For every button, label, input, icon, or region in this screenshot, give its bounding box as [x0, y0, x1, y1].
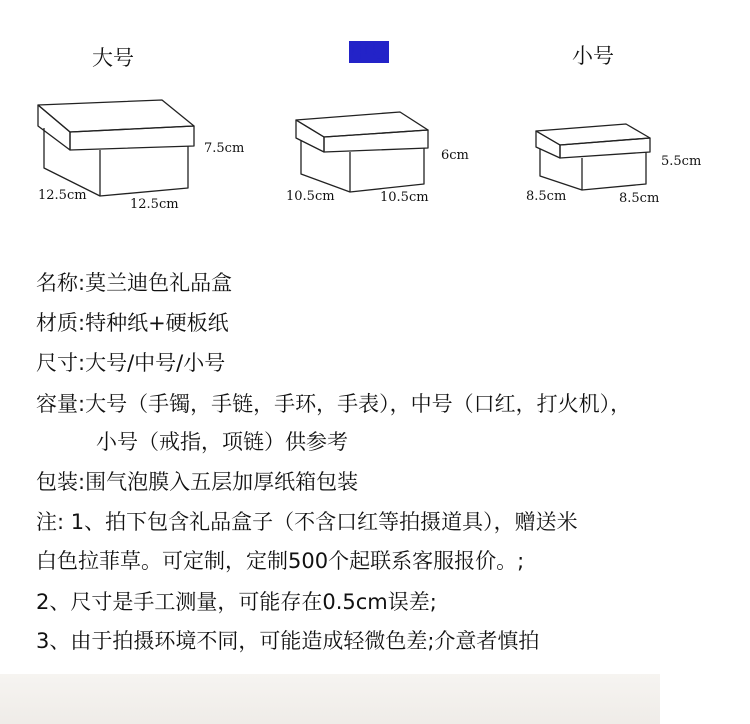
small-box-drawing [536, 124, 650, 190]
spec-material: 材质:特种纸+硬板纸 [36, 311, 229, 335]
medium-width-right-label: 10.5cm [380, 190, 429, 205]
note-2: 2、尺寸是手工测量，可能存在0.5cm误差; [36, 590, 437, 614]
note-3: 3、由于拍摄环境不同，可能造成轻微色差;介意者慎拍 [36, 629, 540, 653]
medium-width-left-label: 10.5cm [286, 189, 335, 204]
medium-height-label: 6cm [441, 148, 469, 163]
spec-size: 尺寸:大号/中号/小号 [36, 351, 226, 375]
spec-name: 名称:莫兰迪色礼品盒 [36, 271, 233, 295]
small-height-label: 5.5cm [661, 154, 702, 169]
large-height-label: 7.5cm [204, 141, 245, 156]
product-photo-edge [0, 674, 660, 724]
spec-packaging: 包装:围气泡膜入五层加厚纸箱包装 [36, 470, 359, 494]
note-1: 注: 1、拍下包含礼品盒子（不含口红等拍摄道具），赠送米 [36, 510, 578, 534]
spec-capacity: 容量:大号（手镯，手链，手环，手表），中号（口红，打火机）， [36, 392, 632, 416]
medium-size-title: 中号 [350, 41, 389, 63]
small-size-title: 小号 [572, 44, 614, 68]
large-size-title: 大号 [92, 46, 134, 70]
large-box-drawing [38, 100, 194, 196]
medium-box-drawing [296, 112, 428, 192]
large-width-left-label: 12.5cm [38, 188, 87, 203]
small-width-left-label: 8.5cm [526, 189, 567, 204]
box-diagrams [0, 0, 750, 260]
small-width-right-label: 8.5cm [619, 191, 660, 206]
spec-capacity-continued: 小号（戒指，项链）供参考 [96, 430, 348, 454]
large-width-right-label: 12.5cm [130, 197, 179, 212]
note-1-continued: 白色拉菲草。可定制，定制500个起联系客服报价。; [36, 549, 525, 573]
